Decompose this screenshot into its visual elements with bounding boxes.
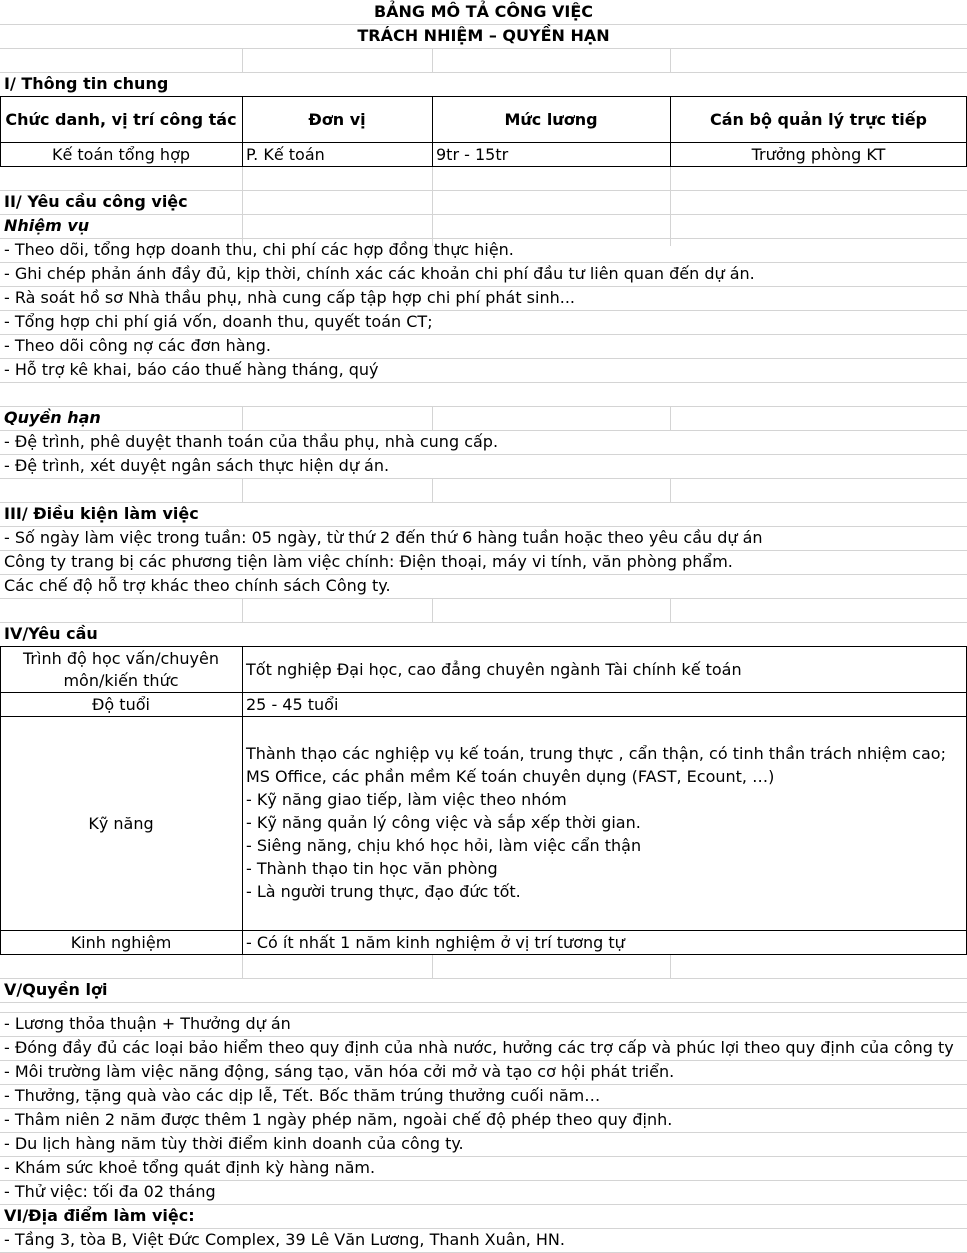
rights-heading: Quyền hạn <box>4 408 101 427</box>
benefit-item: - Thâm niên 2 năm được thêm 1 ngày phép năm, ngoài chế độ phép theo quy định. <box>4 1110 673 1129</box>
info-header-unit: Đơn vị <box>308 110 366 129</box>
requirements-table-border-row3 <box>0 930 967 931</box>
duty-item: - Theo dõi công nợ các đơn hàng. <box>4 336 271 355</box>
grid-row-line <box>0 622 967 623</box>
grid-column-line <box>432 48 433 72</box>
grid-column-line <box>670 166 671 246</box>
info-value-salary: 9tr - 15tr <box>436 145 509 164</box>
education-value: Tốt nghiệp Đại học, cao đẳng chuyên ngành Tài chính kế toán <box>246 660 742 679</box>
document-title: BẢNG MÔ TẢ CÔNG VIỆC <box>373 2 594 21</box>
benefit-item: - Thưởng, tặng quà vào các dịp lễ, Tết. Bốc thăm trúng thưởng cuối năm… <box>4 1086 601 1105</box>
grid-column-line <box>242 406 243 430</box>
grid-column-line <box>242 478 243 502</box>
grid-column-line <box>242 598 243 622</box>
info-table-border-left <box>0 96 1 167</box>
info-table-border-middle <box>0 142 967 143</box>
requirements-table-border-row2 <box>0 716 967 717</box>
grid-row-line <box>0 214 967 215</box>
duty-item: - Hỗ trợ kê khai, báo cáo thuế hàng tháng, quý <box>4 360 379 379</box>
grid-column-line <box>432 478 433 502</box>
skill-item: - Kỹ năng quản lý công việc và sắp xếp thời gian. <box>246 813 641 832</box>
info-table-border-col2 <box>432 96 433 167</box>
requirements-table-border-top <box>0 646 967 647</box>
skill-item: Thành thạo các nghiệp vụ kế toán, trung thực , cẩn thận, có tinh thần trách nhiệm cao; <box>246 744 946 763</box>
grid-row-line <box>0 1002 967 1003</box>
working-condition-item: - Số ngày làm việc trong tuần: 05 ngày, từ thứ 2 đến thứ 6 hàng tuần hoặc theo yêu cầu dự án <box>4 528 763 547</box>
requirements-table-border-left <box>0 646 1 955</box>
grid-column-line <box>670 478 671 502</box>
grid-column-line <box>242 954 243 978</box>
skill-item: MS Office, các phần mềm Kế toán chuyên dụng (FAST, Ecount, …) <box>246 767 775 786</box>
grid-row-line <box>0 978 967 979</box>
requirements-table-border-bottom <box>0 954 967 955</box>
skill-item: - Thành thạo tin học văn phòng <box>246 859 498 878</box>
duties-heading: Nhiệm vụ <box>4 216 90 235</box>
duty-item: - Rà soát hồ sơ Nhà thầu phụ, nhà cung cấp tập hợp chi phí phát sinh... <box>4 288 575 307</box>
duty-item: - Ghi chép phản ánh đầy đủ, kịp thời, chính xác các khoản chi phí đầu tư liên quan đến dự án. <box>4 264 755 283</box>
info-header-salary: Mức lương <box>504 110 598 129</box>
right-item: - Đệ trình, phê duyệt thanh toán của thầu phụ, nhà cung cấp. <box>4 432 499 451</box>
working-condition-item: Các chế độ hỗ trợ khác theo chính sách Công ty. <box>4 576 391 595</box>
education-label-line-1: Trình độ học vấn/chuyên <box>23 649 219 668</box>
education-label-line-2: môn/kiến thức <box>63 671 179 690</box>
benefit-item: - Môi trường làm việc năng động, sáng tạo, văn hóa cởi mở và tạo cơ hội phát triển. <box>4 1062 675 1081</box>
info-value-manager: Trưởng phòng KT <box>751 145 886 164</box>
grid-column-line <box>670 954 671 978</box>
grid-row-line <box>0 406 967 407</box>
grid-column-line <box>432 598 433 622</box>
info-table-border-bottom <box>0 166 967 167</box>
grid-row-line <box>0 598 967 599</box>
age-label: Độ tuổi <box>92 695 150 714</box>
grid-column-line <box>432 406 433 430</box>
experience-label: Kinh nghiệm <box>70 933 172 952</box>
grid-column-line <box>670 406 671 430</box>
benefit-item: - Đóng đầy đủ các loại bảo hiểm theo quy định của nhà nước, hưởng các trợ cấp và phúc lợi theo quy định của công ty <box>4 1038 954 1057</box>
duty-item: - Tổng hợp chi phí giá vốn, doanh thu, quyết toán CT; <box>4 312 433 331</box>
duty-item: - Theo dõi, tổng hợp doanh thu, chi phí các hợp đồng thực hiện. <box>4 240 514 259</box>
skill-item: - Là người trung thực, đạo đức tốt. <box>246 882 521 901</box>
benefit-item: - Thử việc: tối đa 02 tháng <box>4 1182 216 1201</box>
section-heading-work-location: VI/Địa điểm làm việc: <box>4 1206 195 1225</box>
section-heading-benefits: V/Quyền lợi <box>4 980 108 999</box>
age-value: 25 - 45 tuổi <box>246 695 339 714</box>
info-header-manager: Cán bộ quản lý trực tiếp <box>709 110 928 129</box>
grid-row-line <box>0 382 967 383</box>
info-value-position: Kế toán tổng hợp <box>51 145 191 164</box>
work-location-address: - Tầng 3, tòa B, Việt Đức Complex, 39 Lê Văn Lương, Thanh Xuân, HN. <box>4 1230 565 1249</box>
section-heading-working-conditions: III/ Điều kiện làm việc <box>4 504 199 523</box>
grid-column-line <box>242 48 243 72</box>
info-table-border-col1 <box>242 96 243 167</box>
benefit-item: - Khám sức khoẻ tổng quát định kỳ hàng năm. <box>4 1158 376 1177</box>
skills-label: Kỹ năng <box>88 814 154 833</box>
skill-item: - Siêng năng, chịu khó học hỏi, làm việc cẩn thận <box>246 836 642 855</box>
grid-column-line <box>242 166 243 246</box>
info-header-position: Chức danh, vị trí công tác <box>5 110 237 129</box>
education-label <box>0 647 242 693</box>
grid-column-line <box>432 954 433 978</box>
experience-value: - Có ít nhất 1 năm kinh nghiệm ở vị trí tương tự <box>246 933 625 952</box>
grid-row-line <box>0 478 967 479</box>
section-heading-general-info: I/ Thông tin chung <box>4 74 169 93</box>
requirements-table-border-col1 <box>242 646 243 955</box>
info-table-border-col3 <box>670 96 671 167</box>
info-table-border-top <box>0 96 967 97</box>
working-condition-item: Công ty trang bị các phương tiện làm việc chính: Điện thoại, máy vi tính, văn phòng phẩm. <box>4 552 733 571</box>
section-heading-job-requirements: II/ Yêu cầu công việc <box>4 192 188 211</box>
benefit-item: - Lương thỏa thuận + Thưởng dự án <box>4 1014 291 1033</box>
grid-row-line <box>0 48 967 49</box>
grid-column-line <box>670 48 671 72</box>
skill-item: - Kỹ năng giao tiếp, làm việc theo nhóm <box>246 790 567 809</box>
document-subtitle: TRÁCH NHIỆM – QUYỀN HẠN <box>357 26 610 45</box>
section-heading-requirements: IV/Yêu cầu <box>4 624 98 643</box>
grid-column-line <box>670 598 671 622</box>
requirements-table-border-row1 <box>0 692 967 693</box>
benefit-item: - Du lịch hàng năm tùy thời điểm kinh doanh của công ty. <box>4 1134 464 1153</box>
grid-column-line <box>432 166 433 246</box>
info-value-unit: P. Kế toán <box>246 145 325 164</box>
right-item: - Đệ trình, xét duyệt ngân sách thực hiện dự án. <box>4 456 390 475</box>
